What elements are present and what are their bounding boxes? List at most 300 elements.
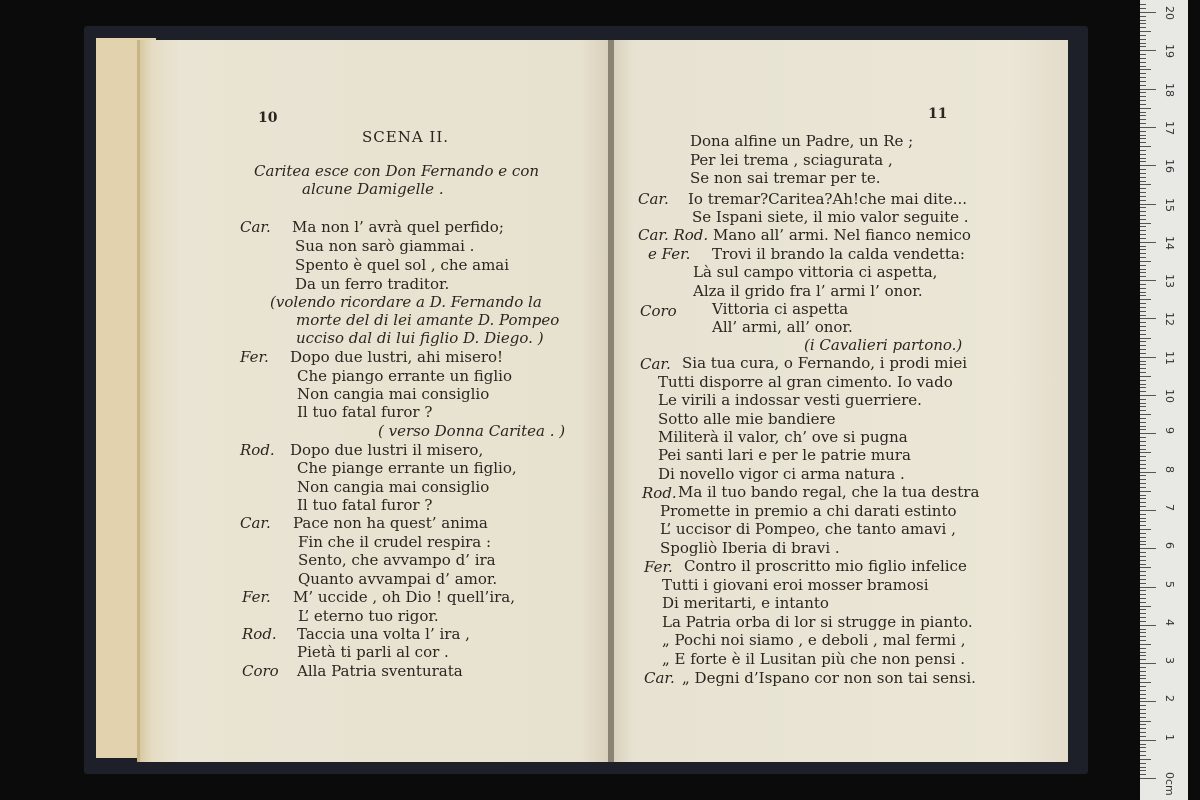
- ruler-tick: [1140, 204, 1156, 205]
- ruler-label: 13: [1163, 274, 1176, 289]
- ruler-label: 17: [1163, 120, 1176, 135]
- ruler-tick: [1140, 502, 1146, 503]
- ruler-tick: [1140, 705, 1146, 706]
- speaker-label: Car.: [640, 355, 671, 373]
- speaker-label: Fer.: [644, 558, 673, 576]
- speaker-label: Car.: [240, 218, 271, 236]
- ruler-tick: [1140, 617, 1146, 618]
- ruler-tick: [1140, 295, 1146, 296]
- verse-line: L’ uccisor di Pompeo, che tanto amavi ,: [660, 520, 956, 538]
- ruler-tick: [1140, 686, 1146, 687]
- ruler-tick: [1140, 602, 1146, 603]
- ruler-tick: [1140, 112, 1146, 113]
- verse-line: L’ eterno tuo rigor.: [298, 607, 439, 625]
- ruler-tick: [1140, 475, 1146, 476]
- ruler-tick: [1140, 138, 1146, 139]
- ruler-tick: [1140, 774, 1146, 775]
- ruler-tick: [1140, 514, 1146, 515]
- verse-line: Pace non ha quest’ anima: [293, 514, 488, 532]
- ruler-label: 14: [1163, 235, 1176, 250]
- measuring-ruler: [1140, 0, 1188, 800]
- ruler-tick: [1140, 276, 1146, 277]
- ruler-tick: [1140, 92, 1146, 93]
- ruler-tick: [1140, 142, 1146, 143]
- speaker-label: Fer.: [240, 348, 269, 366]
- ruler-tick: [1140, 694, 1146, 695]
- verse-line: Ma il tuo bando regal, che la tua destra: [678, 483, 980, 501]
- verse-line: Non cangia mai consiglio: [297, 385, 490, 403]
- verse-line: Sotto alle mie bandiere: [658, 410, 836, 428]
- ruler-tick: [1140, 338, 1151, 339]
- ruler-tick: [1140, 66, 1146, 67]
- ruler-tick: [1140, 307, 1146, 308]
- stage-direction: alcune Damigelle .: [302, 180, 444, 198]
- ruler-label: 0cm: [1163, 772, 1176, 796]
- ruler-tick: [1140, 326, 1146, 327]
- ruler-tick: [1140, 334, 1146, 335]
- ruler-tick: [1140, 31, 1151, 32]
- ruler-tick: [1140, 518, 1146, 519]
- ruler-tick: [1140, 682, 1151, 683]
- verse-line: Di novello vigor ci arma natura .: [658, 465, 905, 483]
- speaker-label: Rod.: [240, 441, 275, 459]
- ruler-label: 20: [1163, 6, 1176, 20]
- ruler-label: 7: [1163, 503, 1176, 511]
- ruler-tick: [1140, 77, 1146, 78]
- ruler-tick: [1140, 100, 1146, 101]
- verse-line: Promette in premio a chi darati estinto: [660, 502, 957, 520]
- ruler-tick: [1140, 341, 1146, 342]
- verse-line: Che piango errante un figlio: [297, 367, 513, 385]
- ruler-tick: [1140, 345, 1146, 346]
- ruler-tick: [1140, 445, 1146, 446]
- speaker-label: Car. Rod.: [638, 226, 709, 244]
- ruler-tick: [1140, 23, 1146, 24]
- verse-line: La Patria orba di lor si strugge in pianto.: [662, 613, 973, 631]
- ruler-tick: [1140, 541, 1146, 542]
- ruler-tick: [1140, 173, 1146, 174]
- ruler-tick: [1140, 491, 1151, 492]
- ruler-tick: [1140, 613, 1146, 614]
- verse-line: Pietà ti parli al cor .: [297, 643, 449, 661]
- verse-line: Trovi il brando la calda vendetta:: [712, 245, 965, 263]
- ruler-tick: [1140, 709, 1146, 710]
- ruler-tick: [1140, 744, 1146, 745]
- ruler-tick: [1140, 399, 1146, 400]
- verse-line: „ Pochi noi siamo , e deboli , mal fermi ,: [662, 631, 966, 649]
- verse-line: Che piange errante un figlio,: [297, 459, 517, 477]
- ruler-tick: [1140, 441, 1146, 442]
- ruler-tick: [1140, 590, 1146, 591]
- ruler-label: 8: [1163, 465, 1176, 473]
- ruler-tick: [1140, 648, 1146, 649]
- ruler-tick: [1140, 625, 1156, 626]
- ruler-tick: [1140, 721, 1151, 722]
- speaker-label: Car.: [644, 669, 675, 687]
- verse-line: Dopo due lustri, ahi misero!: [290, 348, 504, 366]
- ruler-tick: [1140, 184, 1151, 185]
- ruler-tick: [1140, 433, 1156, 434]
- ruler-tick: [1140, 406, 1146, 407]
- ruler-tick: [1140, 154, 1146, 155]
- ruler-tick: [1140, 288, 1146, 289]
- ruler-tick: [1140, 621, 1146, 622]
- ruler-tick: [1140, 701, 1156, 702]
- ruler-tick: [1140, 426, 1146, 427]
- page-number: 10: [258, 110, 278, 126]
- ruler-tick: [1140, 640, 1146, 641]
- ruler-label: 12: [1163, 312, 1176, 327]
- ruler-tick: [1140, 728, 1146, 729]
- ruler-tick: [1140, 196, 1146, 197]
- ruler-tick: [1140, 564, 1146, 565]
- stage-direction: ucciso dal di lui figlio D. Diego. ): [296, 329, 544, 347]
- ruler-tick: [1140, 292, 1146, 293]
- verse-line: „ Degni d’Ispano cor non son tai sensi.: [682, 669, 976, 687]
- ruler-tick: [1140, 740, 1156, 741]
- ruler-tick: [1140, 483, 1146, 484]
- ruler-label: 18: [1163, 82, 1176, 97]
- page-number: 11: [928, 106, 948, 122]
- verse-line: M’ uccide , oh Dio ! quell’ira,: [293, 588, 515, 606]
- speaker-label: Rod.: [642, 484, 677, 502]
- ruler-tick: [1140, 215, 1146, 216]
- ruler-tick: [1140, 556, 1146, 557]
- verse-line: Vittoria ci aspetta: [712, 300, 849, 318]
- verse-line: Sia tua cura, o Fernando, i prodi miei: [682, 354, 967, 372]
- verse-line: Tutti i giovani eroi mosser bramosi: [662, 576, 929, 594]
- ruler-tick: [1140, 521, 1146, 522]
- ruler-tick: [1140, 395, 1156, 396]
- verse-line: Alza il grido fra l’ armi l’ onor.: [693, 282, 923, 300]
- ruler-tick: [1140, 188, 1146, 189]
- ruler-tick: [1140, 732, 1146, 733]
- ruler-tick: [1140, 269, 1146, 270]
- speaker-label: Coro: [242, 662, 279, 680]
- ruler-tick: [1140, 667, 1146, 668]
- verse-line: Il tuo fatal furor ?: [297, 403, 433, 421]
- ruler-label: 5: [1163, 580, 1176, 588]
- ruler-tick: [1140, 242, 1156, 243]
- ruler-tick: [1140, 181, 1146, 182]
- ruler-tick: [1140, 456, 1146, 457]
- ruler-tick: [1140, 330, 1146, 331]
- verse-line: Dona alfine un Padre, un Re ;: [690, 132, 914, 150]
- ruler-tick: [1140, 119, 1146, 120]
- stage-direction: ( verso Donna Caritea . ): [378, 422, 566, 440]
- ruler-tick: [1140, 104, 1146, 105]
- ruler-tick: [1140, 249, 1146, 250]
- verse-line: Ma non l’ avrà quel perfido;: [292, 218, 504, 236]
- ruler-tick: [1140, 495, 1146, 496]
- ruler-tick: [1140, 349, 1146, 350]
- verse-line: Io tremar?Caritea?Ah!che mai dite...: [688, 190, 968, 208]
- ruler-tick: [1140, 755, 1146, 756]
- ruler-tick: [1140, 322, 1146, 323]
- verse-line: Là sul campo vittoria ci aspetta,: [693, 263, 938, 281]
- verse-line: Non cangia mai consiglio: [297, 478, 490, 496]
- ruler-tick: [1140, 609, 1146, 610]
- verse-line: Quanto avvampai d’ amor.: [298, 570, 498, 588]
- ruler-tick: [1140, 675, 1146, 676]
- ruler-tick: [1140, 150, 1146, 151]
- book-gutter: [608, 40, 614, 762]
- ruler-tick: [1140, 123, 1146, 124]
- ruler-tick: [1140, 767, 1146, 768]
- stage-direction: (i Cavalieri partono.): [804, 336, 963, 354]
- ruler-tick: [1140, 659, 1146, 660]
- verse-line: Per lei trema , sciagurata ,: [690, 151, 893, 169]
- ruler-tick: [1140, 85, 1146, 86]
- ruler-label: 9: [1163, 427, 1176, 435]
- ruler-tick: [1140, 747, 1146, 748]
- verse-line: Di meritarti, e intanto: [662, 594, 829, 612]
- ruler-tick: [1140, 548, 1156, 549]
- ruler-tick: [1140, 571, 1146, 572]
- ruler-tick: [1140, 35, 1146, 36]
- ruler-label: 10: [1163, 389, 1176, 403]
- verse-line: Militerà il valor, ch’ ove si pugna: [658, 428, 908, 446]
- ruler-tick: [1140, 552, 1146, 553]
- ruler-tick: [1140, 452, 1151, 453]
- speaker-label: Car.: [240, 514, 271, 532]
- ruler-tick: [1140, 257, 1146, 258]
- ruler-tick: [1140, 632, 1146, 633]
- ruler-tick: [1140, 192, 1146, 193]
- ruler-tick: [1140, 272, 1146, 273]
- ruler-tick: [1140, 69, 1151, 70]
- ruler-tick: [1140, 135, 1146, 136]
- ruler-tick: [1140, 751, 1146, 752]
- verse-line: Dopo due lustri il misero,: [290, 441, 484, 459]
- ruler-tick: [1140, 50, 1156, 51]
- ruler-tick: [1140, 391, 1146, 392]
- speaker-label: e Fer.: [648, 245, 691, 263]
- ruler-tick: [1140, 368, 1146, 369]
- ruler-label: 16: [1163, 159, 1176, 174]
- ruler-tick: [1140, 479, 1146, 480]
- ruler-tick: [1140, 449, 1146, 450]
- left-page: [140, 40, 610, 762]
- ruler-tick: [1140, 234, 1146, 235]
- ruler-tick: [1140, 58, 1146, 59]
- ruler-tick: [1140, 146, 1151, 147]
- ruler-tick: [1140, 253, 1146, 254]
- ruler-tick: [1140, 127, 1156, 128]
- ruler-tick: [1140, 16, 1146, 17]
- ruler-tick: [1140, 437, 1146, 438]
- ruler-tick: [1140, 39, 1146, 40]
- verse-line: Alla Patria sventurata: [297, 662, 463, 680]
- ruler-tick: [1140, 759, 1151, 760]
- ruler-tick: [1140, 384, 1146, 385]
- verse-line: „ E forte è il Lusitan più che non pensi .: [662, 650, 966, 668]
- ruler-tick: [1140, 238, 1146, 239]
- ruler-label: 1: [1163, 733, 1176, 741]
- ruler-tick: [1140, 663, 1156, 664]
- verse-line: Taccia una volta l’ ira ,: [297, 625, 470, 643]
- stage-direction: Caritea esce con Don Fernando e con: [254, 162, 540, 180]
- ruler-tick: [1140, 472, 1156, 473]
- ruler-tick: [1140, 671, 1146, 672]
- ruler-tick: [1140, 678, 1146, 679]
- ruler-tick: [1140, 303, 1146, 304]
- ruler-tick: [1140, 606, 1151, 607]
- ruler-tick: [1140, 403, 1146, 404]
- ruler-label: 11: [1163, 350, 1176, 365]
- ruler-tick: [1140, 506, 1146, 507]
- ruler-tick: [1140, 460, 1146, 461]
- speaker-label: Car.: [638, 190, 669, 208]
- ruler-tick: [1140, 533, 1146, 534]
- ruler-tick: [1140, 510, 1156, 511]
- verse-line: Sua non sarò giammai .: [295, 237, 475, 255]
- ruler-tick: [1140, 165, 1156, 166]
- ruler-tick: [1140, 468, 1146, 469]
- ruler-tick: [1140, 46, 1146, 47]
- ruler-tick: [1140, 161, 1146, 162]
- verse-line: Se non sai tremar per te.: [690, 169, 881, 187]
- ruler-tick: [1140, 487, 1146, 488]
- ruler-tick: [1140, 380, 1146, 381]
- verse-line: Tutti disporre al gran cimento. Io vado: [658, 373, 953, 391]
- ruler-tick: [1140, 629, 1146, 630]
- verse-line: Mano all’ armi. Nel fianco nemico: [713, 226, 971, 244]
- ruler-tick: [1140, 372, 1146, 373]
- ruler-tick: [1140, 73, 1146, 74]
- ruler-tick: [1140, 655, 1146, 656]
- ruler-tick: [1140, 131, 1146, 132]
- ruler-tick: [1140, 763, 1146, 764]
- ruler-tick: [1140, 4, 1146, 5]
- ruler-tick: [1140, 713, 1146, 714]
- ruler-tick: [1140, 169, 1146, 170]
- ruler-label: 2: [1163, 695, 1176, 703]
- ruler-tick: [1140, 724, 1146, 725]
- ruler-tick: [1140, 575, 1146, 576]
- ruler-tick: [1140, 108, 1151, 109]
- ruler-tick: [1140, 636, 1146, 637]
- verse-line: Pei santi lari e per le patrie mura: [658, 446, 911, 464]
- verse-line: Fin che il crudel respira :: [298, 533, 492, 551]
- ruler-tick: [1140, 284, 1146, 285]
- ruler-tick: [1140, 644, 1151, 645]
- ruler-tick: [1140, 219, 1146, 220]
- ruler-tick: [1140, 96, 1146, 97]
- ruler-tick: [1140, 223, 1151, 224]
- ruler-tick: [1140, 376, 1151, 377]
- ruler-tick: [1140, 422, 1146, 423]
- ruler-label: 3: [1163, 657, 1176, 665]
- speaker-label: Rod.: [242, 625, 277, 643]
- ruler-tick: [1140, 414, 1151, 415]
- ruler-tick: [1140, 579, 1146, 580]
- ruler-tick: [1140, 652, 1146, 653]
- ruler-tick: [1140, 525, 1146, 526]
- ruler-tick: [1140, 778, 1156, 779]
- ruler-tick: [1140, 27, 1146, 28]
- verse-line: Contro il proscritto mio figlio infelice: [684, 557, 967, 575]
- ruler-tick: [1140, 115, 1146, 116]
- ruler-tick: [1140, 357, 1156, 358]
- ruler-label: 19: [1163, 44, 1176, 59]
- ruler-tick: [1140, 81, 1146, 82]
- ruler-tick: [1140, 364, 1146, 365]
- verse-line: Spogliò Iberia di bravi .: [660, 539, 840, 557]
- scene-heading: SCENA II.: [362, 128, 450, 146]
- ruler-tick: [1140, 770, 1146, 771]
- right-page: [612, 40, 1068, 762]
- ruler-tick: [1140, 560, 1146, 561]
- ruler-tick: [1140, 361, 1146, 362]
- ruler-tick: [1140, 717, 1146, 718]
- ruler-tick: [1140, 54, 1146, 55]
- ruler-tick: [1140, 299, 1151, 300]
- ruler-tick: [1140, 265, 1146, 266]
- ruler-tick: [1140, 598, 1146, 599]
- ruler-tick: [1140, 698, 1146, 699]
- ruler-tick: [1140, 43, 1146, 44]
- ruler-tick: [1140, 567, 1151, 568]
- verse-line: Il tuo fatal furor ?: [297, 496, 433, 514]
- ruler-tick: [1140, 12, 1156, 13]
- ruler-tick: [1140, 280, 1156, 281]
- verse-line: Se Ispani siete, il mio valor seguite .: [692, 208, 969, 226]
- speaker-label: Fer.: [242, 588, 271, 606]
- verse-line: Spento è quel sol , che amai: [295, 256, 510, 274]
- stage-direction: morte del di lei amante D. Pompeo: [296, 311, 560, 329]
- ruler-tick: [1140, 211, 1146, 212]
- ruler-tick: [1140, 410, 1146, 411]
- ruler-tick: [1140, 353, 1146, 354]
- stage-direction: (volendo ricordare a D. Fernando la: [270, 293, 542, 311]
- ruler-tick: [1140, 230, 1146, 231]
- ruler-tick: [1140, 261, 1151, 262]
- ruler-tick: [1140, 20, 1146, 21]
- ruler-tick: [1140, 387, 1146, 388]
- ruler-tick: [1140, 464, 1146, 465]
- ruler-tick: [1140, 429, 1146, 430]
- verse-line: Sento, che avvampo d’ ira: [298, 551, 496, 569]
- ruler-tick: [1140, 583, 1146, 584]
- ruler-tick: [1140, 177, 1146, 178]
- ruler-tick: [1140, 318, 1156, 319]
- ruler-tick: [1140, 89, 1156, 90]
- verse-line: Da un ferro traditor.: [295, 275, 450, 293]
- ruler-tick: [1140, 498, 1146, 499]
- ruler-tick: [1140, 537, 1146, 538]
- ruler-tick: [1140, 736, 1146, 737]
- verse-line: All’ armi, all’ onor.: [712, 318, 853, 336]
- ruler-tick: [1140, 246, 1146, 247]
- ruler-tick: [1140, 529, 1151, 530]
- ruler-label: 4: [1163, 618, 1176, 626]
- ruler-tick: [1140, 200, 1146, 201]
- ruler-label: 6: [1163, 542, 1176, 550]
- ruler-tick: [1140, 418, 1146, 419]
- ruler-tick: [1140, 690, 1146, 691]
- ruler-label: 15: [1163, 197, 1176, 212]
- verse-line: Le virili a indossar vesti guerriere.: [658, 391, 922, 409]
- ruler-tick: [1140, 587, 1156, 588]
- ruler-tick: [1140, 315, 1146, 316]
- ruler-tick: [1140, 207, 1146, 208]
- speaker-label: Coro: [640, 302, 677, 320]
- ruler-tick: [1140, 158, 1146, 159]
- ruler-tick: [1140, 226, 1146, 227]
- ruler-tick: [1140, 594, 1146, 595]
- ruler-tick: [1140, 311, 1146, 312]
